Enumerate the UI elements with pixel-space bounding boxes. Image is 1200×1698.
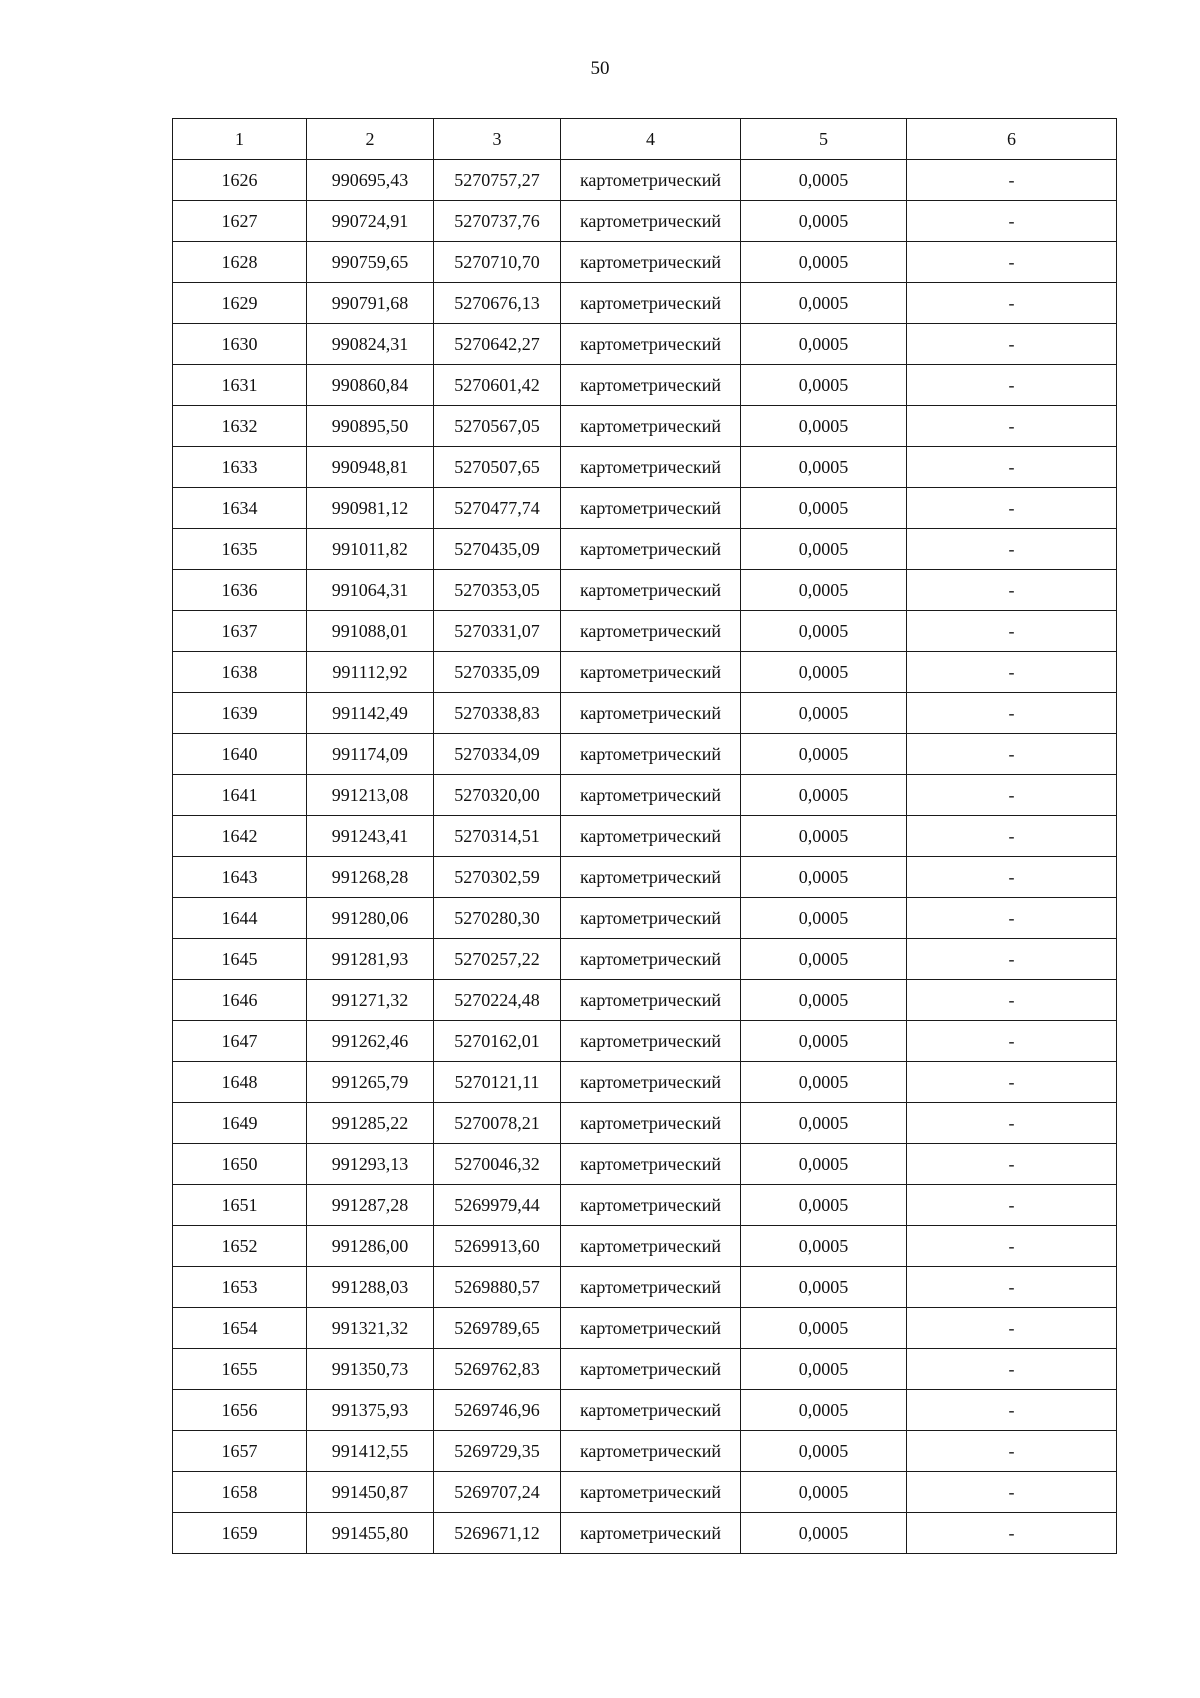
y-coordinate-cell: 5270280,30 xyxy=(434,898,561,939)
method-cell: картометрический xyxy=(561,775,741,816)
point-number-cell: 1630 xyxy=(173,324,307,365)
method-cell: картометрический xyxy=(561,529,741,570)
y-coordinate-cell: 5270331,07 xyxy=(434,611,561,652)
table-row xyxy=(173,447,1117,488)
accuracy-cell: 0,0005 xyxy=(741,611,907,652)
accuracy-cell: 0,0005 xyxy=(741,1185,907,1226)
point-number-cell: 1653 xyxy=(173,1267,307,1308)
note-cell: - xyxy=(907,1472,1117,1513)
y-coordinate-cell: 5270302,59 xyxy=(434,857,561,898)
method-cell: картометрический xyxy=(561,324,741,365)
accuracy-cell: 0,0005 xyxy=(741,898,907,939)
y-coordinate-cell: 5270477,74 xyxy=(434,488,561,529)
y-coordinate-cell: 5270737,76 xyxy=(434,201,561,242)
table-row xyxy=(173,1103,1117,1144)
accuracy-cell: 0,0005 xyxy=(741,447,907,488)
x-coordinate-cell: 991288,03 xyxy=(307,1267,434,1308)
note-cell: - xyxy=(907,1390,1117,1431)
table-row xyxy=(173,1226,1117,1267)
y-coordinate-cell: 5270757,27 xyxy=(434,160,561,201)
note-cell: - xyxy=(907,242,1117,283)
note-cell: - xyxy=(907,1513,1117,1554)
point-number-cell: 1629 xyxy=(173,283,307,324)
note-cell: - xyxy=(907,570,1117,611)
note-cell: - xyxy=(907,283,1117,324)
x-coordinate-cell: 991243,41 xyxy=(307,816,434,857)
accuracy-cell: 0,0005 xyxy=(741,201,907,242)
header-cell-2: 2 xyxy=(307,119,434,160)
x-coordinate-cell: 991265,79 xyxy=(307,1062,434,1103)
method-cell: картометрический xyxy=(561,1308,741,1349)
accuracy-cell: 0,0005 xyxy=(741,857,907,898)
method-cell: картометрический xyxy=(561,1349,741,1390)
x-coordinate-cell: 991213,08 xyxy=(307,775,434,816)
accuracy-cell: 0,0005 xyxy=(741,939,907,980)
accuracy-cell: 0,0005 xyxy=(741,1267,907,1308)
y-coordinate-cell: 5270320,00 xyxy=(434,775,561,816)
y-coordinate-cell: 5270435,09 xyxy=(434,529,561,570)
x-coordinate-cell: 991268,28 xyxy=(307,857,434,898)
y-coordinate-cell: 5270046,32 xyxy=(434,1144,561,1185)
table-row xyxy=(173,898,1117,939)
method-cell: картометрический xyxy=(561,283,741,324)
y-coordinate-cell: 5269707,24 xyxy=(434,1472,561,1513)
accuracy-cell: 0,0005 xyxy=(741,242,907,283)
accuracy-cell: 0,0005 xyxy=(741,1226,907,1267)
accuracy-cell: 0,0005 xyxy=(741,1349,907,1390)
note-cell: - xyxy=(907,1431,1117,1472)
table-row xyxy=(173,1185,1117,1226)
note-cell: - xyxy=(907,1021,1117,1062)
table-row xyxy=(173,529,1117,570)
table-row xyxy=(173,775,1117,816)
table-row xyxy=(173,611,1117,652)
accuracy-cell: 0,0005 xyxy=(741,816,907,857)
method-cell: картометрический xyxy=(561,1021,741,1062)
point-number-cell: 1646 xyxy=(173,980,307,1021)
point-number-cell: 1654 xyxy=(173,1308,307,1349)
accuracy-cell: 0,0005 xyxy=(741,1021,907,1062)
note-cell: - xyxy=(907,529,1117,570)
table-row xyxy=(173,283,1117,324)
point-number-cell: 1655 xyxy=(173,1349,307,1390)
table-row xyxy=(173,816,1117,857)
note-cell: - xyxy=(907,365,1117,406)
note-cell: - xyxy=(907,611,1117,652)
method-cell: картометрический xyxy=(561,1390,741,1431)
y-coordinate-cell: 5270601,42 xyxy=(434,365,561,406)
y-coordinate-cell: 5270078,21 xyxy=(434,1103,561,1144)
method-cell: картометрический xyxy=(561,1431,741,1472)
y-coordinate-cell: 5269979,44 xyxy=(434,1185,561,1226)
method-cell: картометрический xyxy=(561,611,741,652)
note-cell: - xyxy=(907,488,1117,529)
note-cell: - xyxy=(907,1267,1117,1308)
method-cell: картометрический xyxy=(561,365,741,406)
accuracy-cell: 0,0005 xyxy=(741,570,907,611)
table-row xyxy=(173,1431,1117,1472)
point-number-cell: 1645 xyxy=(173,939,307,980)
point-number-cell: 1637 xyxy=(173,611,307,652)
point-number-cell: 1649 xyxy=(173,1103,307,1144)
point-number-cell: 1632 xyxy=(173,406,307,447)
accuracy-cell: 0,0005 xyxy=(741,1062,907,1103)
y-coordinate-cell: 5270338,83 xyxy=(434,693,561,734)
table-body xyxy=(173,160,1117,1554)
point-number-cell: 1638 xyxy=(173,652,307,693)
method-cell: картометрический xyxy=(561,570,741,611)
method-cell: картометрический xyxy=(561,816,741,857)
x-coordinate-cell: 990791,68 xyxy=(307,283,434,324)
point-number-cell: 1627 xyxy=(173,201,307,242)
x-coordinate-cell: 991287,28 xyxy=(307,1185,434,1226)
table-row xyxy=(173,160,1117,201)
table-row xyxy=(173,693,1117,734)
accuracy-cell: 0,0005 xyxy=(741,324,907,365)
note-cell: - xyxy=(907,1185,1117,1226)
x-coordinate-cell: 991412,55 xyxy=(307,1431,434,1472)
table-row xyxy=(173,652,1117,693)
x-coordinate-cell: 990895,50 xyxy=(307,406,434,447)
y-coordinate-cell: 5270335,09 xyxy=(434,652,561,693)
note-cell: - xyxy=(907,693,1117,734)
table-row xyxy=(173,1349,1117,1390)
note-cell: - xyxy=(907,1103,1117,1144)
x-coordinate-cell: 990724,91 xyxy=(307,201,434,242)
y-coordinate-cell: 5269762,83 xyxy=(434,1349,561,1390)
method-cell: картометрический xyxy=(561,1062,741,1103)
point-number-cell: 1635 xyxy=(173,529,307,570)
x-coordinate-cell: 991112,92 xyxy=(307,652,434,693)
method-cell: картометрический xyxy=(561,201,741,242)
accuracy-cell: 0,0005 xyxy=(741,652,907,693)
table-row xyxy=(173,734,1117,775)
y-coordinate-cell: 5270642,27 xyxy=(434,324,561,365)
point-number-cell: 1651 xyxy=(173,1185,307,1226)
point-number-cell: 1631 xyxy=(173,365,307,406)
accuracy-cell: 0,0005 xyxy=(741,529,907,570)
table-row xyxy=(173,201,1117,242)
method-cell: картометрический xyxy=(561,898,741,939)
x-coordinate-cell: 990981,12 xyxy=(307,488,434,529)
table-row xyxy=(173,1513,1117,1554)
header-cell-6: 6 xyxy=(907,119,1117,160)
y-coordinate-cell: 5269671,12 xyxy=(434,1513,561,1554)
accuracy-cell: 0,0005 xyxy=(741,488,907,529)
note-cell: - xyxy=(907,324,1117,365)
table-header xyxy=(173,119,1117,160)
y-coordinate-cell: 5270162,01 xyxy=(434,1021,561,1062)
x-coordinate-cell: 991293,13 xyxy=(307,1144,434,1185)
coordinates-table xyxy=(172,118,1117,1554)
note-cell: - xyxy=(907,898,1117,939)
x-coordinate-cell: 990824,31 xyxy=(307,324,434,365)
point-number-cell: 1642 xyxy=(173,816,307,857)
method-cell: картометрический xyxy=(561,1513,741,1554)
table-row xyxy=(173,1267,1117,1308)
method-cell: картометрический xyxy=(561,1267,741,1308)
table-row xyxy=(173,1472,1117,1513)
note-cell: - xyxy=(907,1226,1117,1267)
method-cell: картометрический xyxy=(561,1103,741,1144)
method-cell: картометрический xyxy=(561,652,741,693)
point-number-cell: 1650 xyxy=(173,1144,307,1185)
point-number-cell: 1656 xyxy=(173,1390,307,1431)
x-coordinate-cell: 991350,73 xyxy=(307,1349,434,1390)
method-cell: картометрический xyxy=(561,242,741,283)
y-coordinate-cell: 5270710,70 xyxy=(434,242,561,283)
accuracy-cell: 0,0005 xyxy=(741,775,907,816)
method-cell: картометрический xyxy=(561,1185,741,1226)
table-row xyxy=(173,1144,1117,1185)
accuracy-cell: 0,0005 xyxy=(741,1103,907,1144)
method-cell: картометрический xyxy=(561,488,741,529)
accuracy-cell: 0,0005 xyxy=(741,693,907,734)
accuracy-cell: 0,0005 xyxy=(741,1390,907,1431)
point-number-cell: 1644 xyxy=(173,898,307,939)
x-coordinate-cell: 991064,31 xyxy=(307,570,434,611)
table-row xyxy=(173,406,1117,447)
method-cell: картометрический xyxy=(561,1144,741,1185)
x-coordinate-cell: 991280,06 xyxy=(307,898,434,939)
header-row xyxy=(173,119,1117,160)
y-coordinate-cell: 5270121,11 xyxy=(434,1062,561,1103)
x-coordinate-cell: 991088,01 xyxy=(307,611,434,652)
point-number-cell: 1652 xyxy=(173,1226,307,1267)
table-row xyxy=(173,1390,1117,1431)
note-cell: - xyxy=(907,652,1117,693)
y-coordinate-cell: 5269746,96 xyxy=(434,1390,561,1431)
header-cell-3: 3 xyxy=(434,119,561,160)
accuracy-cell: 0,0005 xyxy=(741,734,907,775)
accuracy-cell: 0,0005 xyxy=(741,1513,907,1554)
y-coordinate-cell: 5270257,22 xyxy=(434,939,561,980)
note-cell: - xyxy=(907,447,1117,488)
accuracy-cell: 0,0005 xyxy=(741,365,907,406)
accuracy-cell: 0,0005 xyxy=(741,980,907,1021)
y-coordinate-cell: 5270224,48 xyxy=(434,980,561,1021)
x-coordinate-cell: 991174,09 xyxy=(307,734,434,775)
method-cell: картометрический xyxy=(561,447,741,488)
note-cell: - xyxy=(907,939,1117,980)
table-row xyxy=(173,857,1117,898)
note-cell: - xyxy=(907,734,1117,775)
x-coordinate-cell: 991375,93 xyxy=(307,1390,434,1431)
point-number-cell: 1659 xyxy=(173,1513,307,1554)
x-coordinate-cell: 991285,22 xyxy=(307,1103,434,1144)
point-number-cell: 1636 xyxy=(173,570,307,611)
table-row xyxy=(173,365,1117,406)
x-coordinate-cell: 991262,46 xyxy=(307,1021,434,1062)
point-number-cell: 1641 xyxy=(173,775,307,816)
point-number-cell: 1626 xyxy=(173,160,307,201)
x-coordinate-cell: 991450,87 xyxy=(307,1472,434,1513)
point-number-cell: 1643 xyxy=(173,857,307,898)
note-cell: - xyxy=(907,160,1117,201)
method-cell: картометрический xyxy=(561,1472,741,1513)
x-coordinate-cell: 991281,93 xyxy=(307,939,434,980)
x-coordinate-cell: 991142,49 xyxy=(307,693,434,734)
method-cell: картометрический xyxy=(561,857,741,898)
point-number-cell: 1657 xyxy=(173,1431,307,1472)
method-cell: картометрический xyxy=(561,734,741,775)
y-coordinate-cell: 5270567,05 xyxy=(434,406,561,447)
method-cell: картометрический xyxy=(561,980,741,1021)
accuracy-cell: 0,0005 xyxy=(741,1144,907,1185)
note-cell: - xyxy=(907,1062,1117,1103)
method-cell: картометрический xyxy=(561,1226,741,1267)
note-cell: - xyxy=(907,980,1117,1021)
y-coordinate-cell: 5270334,09 xyxy=(434,734,561,775)
x-coordinate-cell: 991321,32 xyxy=(307,1308,434,1349)
page-number: 50 xyxy=(590,58,610,79)
accuracy-cell: 0,0005 xyxy=(741,406,907,447)
x-coordinate-cell: 990759,65 xyxy=(307,242,434,283)
x-coordinate-cell: 990948,81 xyxy=(307,447,434,488)
note-cell: - xyxy=(907,1308,1117,1349)
header-cell-1: 1 xyxy=(173,119,307,160)
method-cell: картометрический xyxy=(561,160,741,201)
point-number-cell: 1634 xyxy=(173,488,307,529)
accuracy-cell: 0,0005 xyxy=(741,160,907,201)
header-cell-4: 4 xyxy=(561,119,741,160)
x-coordinate-cell: 991455,80 xyxy=(307,1513,434,1554)
table-row xyxy=(173,324,1117,365)
table-row xyxy=(173,570,1117,611)
accuracy-cell: 0,0005 xyxy=(741,1431,907,1472)
y-coordinate-cell: 5269789,65 xyxy=(434,1308,561,1349)
point-number-cell: 1658 xyxy=(173,1472,307,1513)
y-coordinate-cell: 5269913,60 xyxy=(434,1226,561,1267)
note-cell: - xyxy=(907,816,1117,857)
point-number-cell: 1633 xyxy=(173,447,307,488)
header-cell-5: 5 xyxy=(741,119,907,160)
note-cell: - xyxy=(907,406,1117,447)
y-coordinate-cell: 5270676,13 xyxy=(434,283,561,324)
method-cell: картометрический xyxy=(561,939,741,980)
table-row xyxy=(173,242,1117,283)
table-row xyxy=(173,488,1117,529)
x-coordinate-cell: 991011,82 xyxy=(307,529,434,570)
note-cell: - xyxy=(907,201,1117,242)
accuracy-cell: 0,0005 xyxy=(741,1308,907,1349)
note-cell: - xyxy=(907,1349,1117,1390)
table-row xyxy=(173,1021,1117,1062)
note-cell: - xyxy=(907,857,1117,898)
x-coordinate-cell: 990860,84 xyxy=(307,365,434,406)
table-row xyxy=(173,939,1117,980)
note-cell: - xyxy=(907,1144,1117,1185)
y-coordinate-cell: 5270314,51 xyxy=(434,816,561,857)
accuracy-cell: 0,0005 xyxy=(741,283,907,324)
x-coordinate-cell: 991286,00 xyxy=(307,1226,434,1267)
point-number-cell: 1639 xyxy=(173,693,307,734)
y-coordinate-cell: 5269880,57 xyxy=(434,1267,561,1308)
x-coordinate-cell: 991271,32 xyxy=(307,980,434,1021)
point-number-cell: 1648 xyxy=(173,1062,307,1103)
y-coordinate-cell: 5270353,05 xyxy=(434,570,561,611)
point-number-cell: 1640 xyxy=(173,734,307,775)
y-coordinate-cell: 5269729,35 xyxy=(434,1431,561,1472)
point-number-cell: 1628 xyxy=(173,242,307,283)
point-number-cell: 1647 xyxy=(173,1021,307,1062)
table-row xyxy=(173,1062,1117,1103)
accuracy-cell: 0,0005 xyxy=(741,1472,907,1513)
y-coordinate-cell: 5270507,65 xyxy=(434,447,561,488)
table-row xyxy=(173,980,1117,1021)
method-cell: картометрический xyxy=(561,406,741,447)
x-coordinate-cell: 990695,43 xyxy=(307,160,434,201)
note-cell: - xyxy=(907,775,1117,816)
method-cell: картометрический xyxy=(561,693,741,734)
table-row xyxy=(173,1308,1117,1349)
